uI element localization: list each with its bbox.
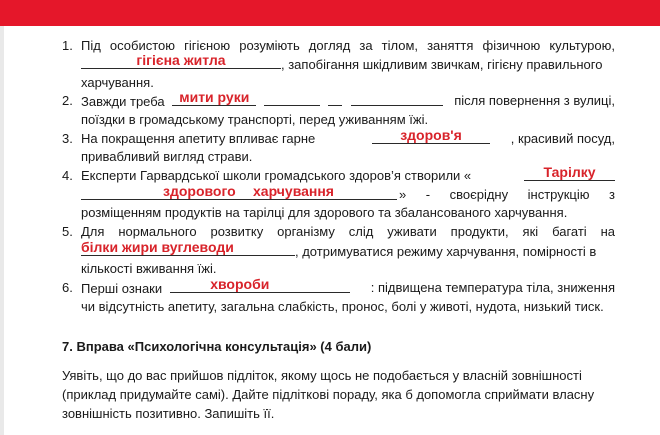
- item-5-line-1: Для нормального розвитку організму слід уживати продукти, які багаті на: [81, 224, 615, 239]
- item-1-blank: [81, 52, 281, 69]
- item-2-number: 2.: [62, 93, 73, 108]
- item-6-line-2: чи відсутність апетиту, загальна слабкість, пронос, болі у животі, нудота, низький тиск.: [81, 299, 604, 314]
- item-2-blank-4: [351, 92, 443, 106]
- item-5-blank: [81, 239, 295, 256]
- item-6-line-1-end: : підвищена температура тіла, зниження: [370, 280, 615, 295]
- item-4-line-2-end: » - своєрідну інструкцію з: [399, 187, 615, 202]
- item-6-line-1-start: Перші ознаки: [81, 281, 163, 296]
- item-4-blank-1: [524, 164, 615, 181]
- item-5-line-2-text: , дотримуватися режиму харчування, помірності в: [295, 244, 597, 259]
- page-left-edge: [0, 26, 4, 435]
- exercise-heading: 7. Вправа «Психологічна консультація» (4 бали): [62, 339, 372, 354]
- item-4-line-1: [81, 164, 615, 185]
- item-5-line-3: кількості вживання їжі.: [81, 261, 217, 276]
- item-6-line-1: [81, 276, 615, 298]
- item-3-line-1-start: На покращення апетиту впливає гарне: [81, 131, 316, 146]
- item-3-answer: здоров'я: [400, 127, 462, 143]
- item-4-line-3: розміщенням продуктів на тарілці для здорового та збалансованого харчування.: [81, 205, 568, 220]
- item-2-line-1-start: Завжди треба: [81, 94, 165, 109]
- item-1-line-1: Під особистою гігієною розуміють догляд за тілом, заняття фізичною культурою,: [81, 38, 615, 53]
- item-3-blank: [372, 127, 490, 144]
- item-5-number: 5.: [62, 224, 73, 239]
- item-6-number: 6.: [62, 280, 73, 295]
- top-header-bar: [0, 0, 660, 26]
- item-6-answer: хвороби: [210, 276, 270, 292]
- exercise-line-3: зовнішність позитивно. Запишіть її.: [62, 406, 275, 421]
- item-2-line-2: поїздки в громадському транспорті, перед уживанням їжі.: [81, 112, 429, 127]
- item-4-answer-c: харчування: [253, 183, 334, 199]
- item-1-line-2: [81, 52, 615, 74]
- item-3-line-1-end: , красивий посуд,: [510, 131, 615, 146]
- item-2-blank-3: [328, 92, 342, 106]
- item-2-line-1-end: після повернення з вулиці,: [454, 93, 615, 108]
- item-1-answer: гігієна житла: [136, 52, 226, 68]
- exercise-line-1: Уявіть, що до вас прийшов підліток, якому щось не подобається у власній зовнішності: [62, 368, 582, 383]
- item-3-number: 3.: [62, 131, 73, 146]
- item-2-blank-2: [264, 92, 320, 106]
- item-4-answer-a: Тарілку: [543, 164, 596, 180]
- item-1-line-2-text: , запобігання шкідливим звичкам, гігієну правильного: [281, 57, 603, 72]
- item-1-line-3: харчування.: [81, 75, 154, 90]
- item-4-line-1-start: Експерти Гарвардської школи громадського здоров’я створили «: [81, 168, 472, 183]
- item-5-answer: білки жири вуглеводи: [81, 239, 234, 255]
- exercise-line-2: (приклад придумайте самі). Дайте підліткові пораду, яка б допомогла сприймати власну: [62, 387, 595, 402]
- item-4-line-2: [81, 183, 615, 205]
- item-3-line-2: привабливий вигляд страви.: [81, 149, 253, 164]
- item-1-number: 1.: [62, 38, 73, 53]
- item-2-line-1: [81, 89, 615, 111]
- item-2-blank: [172, 89, 256, 106]
- item-4-blank-2: [81, 183, 397, 200]
- item-2-answer: мити руки: [179, 89, 250, 105]
- item-3-line-1: [81, 127, 615, 148]
- item-5-line-2: [81, 239, 615, 261]
- item-4-number: 4.: [62, 168, 73, 183]
- item-4-answer-b: здорового: [163, 183, 236, 199]
- item-6-blank: [170, 276, 350, 293]
